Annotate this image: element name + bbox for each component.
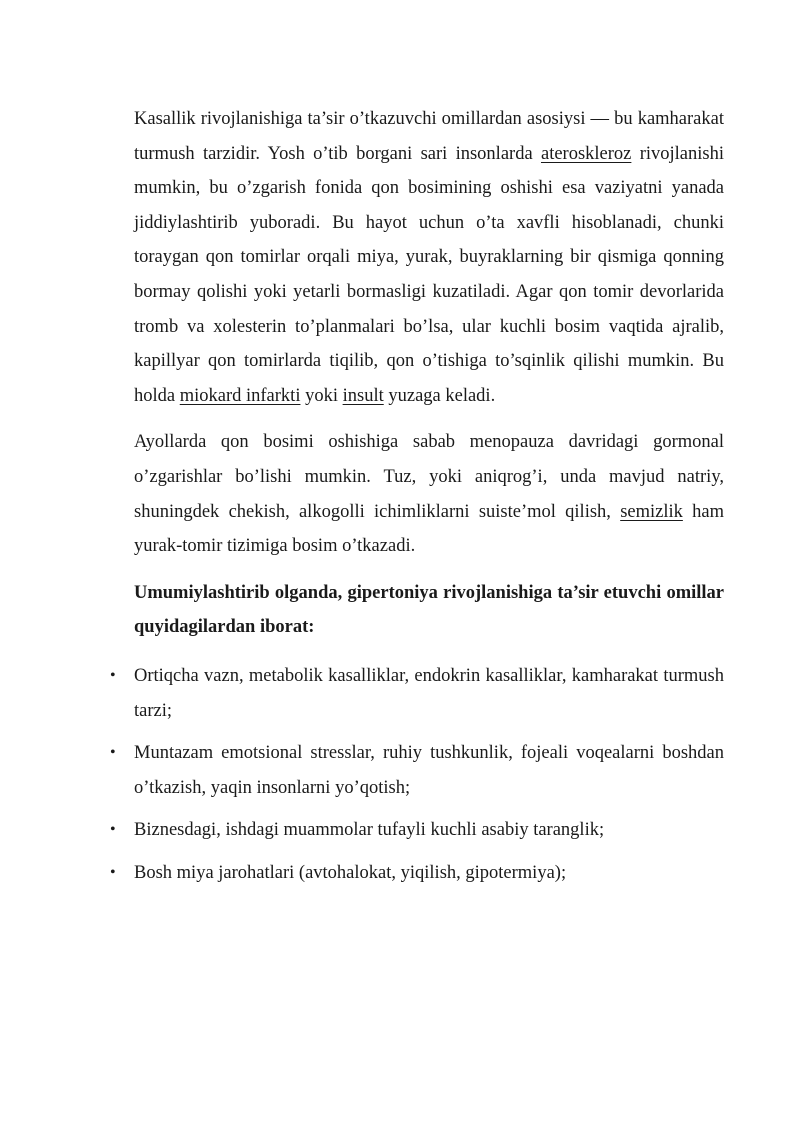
bullet-icon: •	[110, 666, 116, 684]
link-semizlik[interactable]: semizlik	[620, 501, 683, 522]
paragraph-text: Ayollarda qon bosimi oshishiga sabab menopauza davridagi gormonal o’zgarishlar bo’lishi mumkin. Tuz, yoki aniqrog’i, unda mavjud natriy, shuningdek chekish, alkogolli ichimliklarni suiste’mol qilish,	[134, 432, 724, 522]
list-item	[110, 856, 724, 891]
bullet-icon: •	[110, 821, 116, 839]
document-body	[110, 102, 724, 898]
paragraph-text: yuzaga keladi.	[383, 385, 496, 406]
list-item	[110, 659, 724, 728]
paragraph-lifestyle	[134, 102, 724, 413]
link-insult[interactable]: insult	[342, 385, 384, 406]
list-item-text: Muntazam emotsional stresslar, ruhiy tushkunlik, fojeali voqealarni boshdan o’tkazish, yaqin insonlarni yo’qotish;	[134, 743, 724, 798]
paragraph-text: ham yurak-tomir tizimiga bosim o’tkazadi.	[134, 501, 724, 557]
list-item	[110, 736, 724, 805]
paragraph-women	[134, 425, 724, 563]
paragraph-text: rivojlanishi mumkin, bu o’zgarish fonida qon bosimining oshishi esa vaziyatni yanada jiddiylashtirib yuboradi. Bu hayot uchun o’ta xavfli hisoblanadi, chunki toraygan qon tomirlar orqali miya, yurak, buyraklarning bir qismiga qonning bormay qolishi yoki yetarli bormasligi kuzatiladi. Agar qon tomir devorlarida tromb va xolesterin to’planmalari bo’lsa, ular kuchli bosim vaqtida ajralib, kapillyar qon tomirlarda tiqilib, qon o’tishiga to’sqinlik qilishi mumkin. Bu holda	[134, 143, 724, 406]
paragraph-text: Kasallik rivojlanishiga ta’sir o’tkazuvchi omillardan asosiysi — bu kamharakat turmush tarzidir. Yosh o’tib borgani sari insonlarda	[134, 109, 724, 164]
link-miokard-infarkti[interactable]: miokard infarkti	[179, 385, 301, 406]
summary-heading: Umumiylashtirib olganda, gipertoniya rivojlanishiga ta’sir etuvchi omillar quyidagilardan iborat:	[134, 582, 724, 638]
link-ateroskleroz[interactable]: ateroskleroz	[540, 143, 632, 164]
factors-list	[110, 659, 724, 891]
list-item-text: Biznesdagi, ishdagi muammolar tufayli kuchli asabiy taranglik;	[134, 820, 605, 841]
list-item-text: Ortiqcha vazn, metabolik kasalliklar, endokrin kasalliklar, kamharakat turmush tarzi;	[134, 665, 724, 721]
list-item-text: Bosh miya jarohatlari (avtohalokat, yiqilish, gipotermiya);	[134, 862, 567, 883]
list-item	[110, 813, 724, 848]
paragraph-text: yoki	[300, 385, 343, 406]
bullet-icon: •	[110, 863, 116, 881]
bullet-icon: •	[110, 744, 116, 762]
